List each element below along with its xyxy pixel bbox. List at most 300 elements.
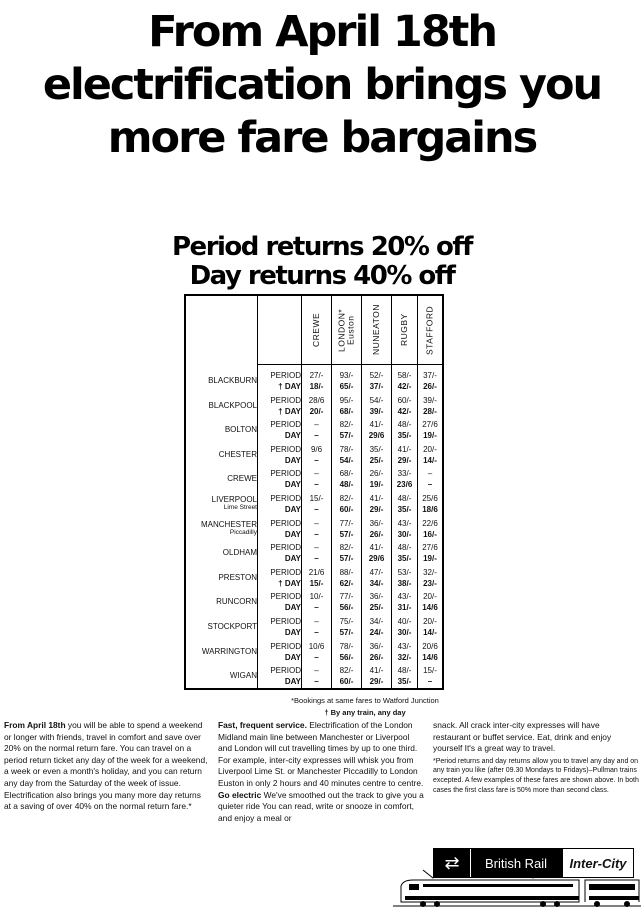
fare-type-period: PERIOD [270, 395, 301, 405]
body-col2-text: Electrification of the London Midland main line between Manchester or Liverpool and London will cut travelling times by up to one third. For example, inter-city expresses will whisk you from Liverpool Lime St. or Manchester Piccadilly to London Euston in only 2 hours and 40 minutes centre to centre. [218, 720, 424, 788]
day-fare: 29/6 [368, 554, 385, 564]
station-label: RUNCORN [216, 597, 257, 607]
period-fare: 41/- [397, 444, 412, 454]
station-name [186, 368, 257, 394]
fare-cell [302, 442, 331, 468]
period-fare: – [314, 543, 319, 553]
table-row [186, 614, 442, 640]
day-fare: 57/- [339, 529, 354, 539]
body-col3-text: snack. All crack inter-city expresses will have restaurant or buffet service. Eat, drink and enjoy yourself It's a great way to travel. [433, 720, 612, 754]
fare-type-day: DAY [284, 652, 301, 662]
day-fare: 38/- [397, 578, 412, 588]
fare-type-day: DAY [284, 677, 301, 687]
day-fare: 19/- [369, 480, 384, 490]
period-fare: 36/- [369, 592, 384, 602]
station-name [186, 442, 257, 468]
column-header: RUGBY [399, 313, 409, 347]
body-column-3 [433, 720, 639, 795]
fare-cell [362, 516, 391, 542]
station-sublabel: Piccadilly [229, 528, 257, 536]
fare-cell [332, 442, 361, 468]
period-fare: 48/- [397, 420, 412, 430]
period-fare: 28/6 [308, 395, 325, 405]
period-fare: 43/- [397, 518, 412, 528]
day-fare: 29/- [397, 455, 412, 465]
fare-cell [418, 639, 442, 665]
period-fare: 82/- [339, 543, 354, 553]
period-fare: 78/- [339, 444, 354, 454]
fare-type-period: PERIOD [270, 592, 301, 602]
day-fare: 29/- [369, 505, 384, 514]
day-fare: 56/- [339, 652, 354, 662]
period-fare: 43/- [397, 592, 412, 602]
station-label: OLDHAM [222, 548, 257, 558]
period-fare: – [314, 518, 319, 528]
headline [0, 6, 644, 165]
period-fare: 34/- [369, 617, 384, 626]
period-fare: 26/- [369, 469, 384, 479]
body-column-2 [218, 720, 424, 824]
fare-cell [332, 417, 361, 443]
period-fare: 41/- [369, 543, 384, 553]
day-fare: 42/- [397, 382, 412, 391]
table-row [186, 466, 442, 492]
fare-type [261, 614, 301, 640]
fare-cell [418, 589, 442, 615]
fare-type [261, 393, 301, 419]
fare-type-day: DAY [284, 455, 301, 465]
fare-cell [332, 466, 361, 492]
headline-line-2: electrification brings you [42, 60, 602, 110]
day-fare: 60/- [339, 505, 354, 514]
day-fare: 48/- [339, 480, 354, 490]
column-header: STAFFORD [424, 305, 435, 355]
station-name [186, 516, 257, 542]
station-name [186, 466, 257, 492]
fare-cell [418, 417, 442, 443]
fare-cell [302, 565, 331, 591]
table-row [186, 540, 442, 566]
station-name [186, 589, 257, 615]
period-fare: 88/- [339, 567, 354, 577]
period-fare: 52/- [369, 371, 384, 380]
fare-cell [332, 565, 361, 591]
fare-cell [302, 368, 331, 394]
day-fare: 35/- [397, 677, 412, 687]
period-fare: 77/- [339, 592, 354, 602]
fare-cell [392, 663, 417, 689]
period-fare: 41/- [369, 494, 384, 503]
fare-type-period: PERIOD [270, 666, 301, 676]
table-row [186, 442, 442, 468]
fare-cell [362, 614, 391, 640]
fare-cell [392, 614, 417, 640]
period-fare: 53/- [397, 567, 412, 577]
fare-type-period: PERIOD [270, 518, 301, 528]
period-fare: 20/- [423, 617, 437, 626]
day-fare: 30/- [397, 529, 412, 539]
fare-cell [418, 663, 442, 689]
footnote-bookings: *Bookings at same fares to Watford Junction [291, 696, 439, 705]
day-fare: – [314, 505, 319, 514]
day-fare: 14/- [423, 628, 437, 637]
day-fare: 32/- [397, 652, 412, 662]
fare-cell [392, 491, 417, 517]
fare-type-period: PERIOD [270, 567, 301, 577]
day-fare: 35/- [397, 431, 412, 441]
fare-type [261, 565, 301, 591]
fare-type [261, 663, 301, 689]
period-fare: 20/- [423, 592, 437, 602]
day-fare: 62/- [339, 578, 354, 588]
fare-cell [392, 639, 417, 665]
fare-cell [418, 565, 442, 591]
period-fare: 82/- [339, 420, 354, 430]
body-col2-text-2: We've smoothed out the track to give you a quieter ride You can read, write or snooze in comfort, and enjoy a meal or [218, 789, 424, 823]
period-fare: 15/- [309, 494, 324, 503]
fare-cell [418, 540, 442, 566]
day-fare: 14/6 [422, 603, 438, 613]
fare-cell [302, 589, 331, 615]
fare-type-day: DAY [284, 431, 301, 441]
table-header-divider [257, 364, 442, 365]
station-label: BLACKBURN [208, 376, 257, 385]
station-label: LIVERPOOL [211, 495, 257, 504]
table-row [186, 393, 442, 419]
day-fare: 19/- [423, 554, 437, 564]
fare-cell [392, 565, 417, 591]
fare-cell [332, 663, 361, 689]
fare-cell [332, 589, 361, 615]
period-fare: 82/- [339, 494, 354, 503]
fare-cell [332, 516, 361, 542]
table-row [186, 663, 442, 689]
fare-cell [302, 663, 331, 689]
fare-type-period: PERIOD [270, 641, 301, 651]
fare-cell [362, 589, 391, 615]
day-fare: 34/- [369, 578, 384, 588]
period-fare: 9/6 [310, 444, 323, 454]
fare-type-period: PERIOD [270, 543, 301, 553]
table-row [186, 589, 442, 615]
period-fare: 37/- [423, 371, 437, 380]
fare-cell [418, 393, 442, 419]
fare-cell [302, 417, 331, 443]
fare-cell [302, 393, 331, 419]
station-name [186, 663, 257, 689]
period-fare: – [427, 469, 433, 479]
table-row [186, 565, 442, 591]
fare-cell [362, 368, 391, 394]
fare-type-day: † DAY [278, 382, 301, 391]
station-label: WARRINGTON [201, 646, 257, 656]
day-fare: 26/- [423, 382, 437, 391]
fare-type-day: DAY [284, 480, 301, 490]
day-fare: 14/6 [422, 652, 438, 662]
day-fare: – [314, 480, 319, 490]
fare-type [261, 466, 301, 492]
period-fare: 75/- [339, 617, 354, 626]
fare-type-day: † DAY [278, 406, 301, 416]
fare-cell [302, 516, 331, 542]
fare-type [261, 368, 301, 394]
table-row [186, 516, 442, 542]
fare-cell [392, 393, 417, 419]
period-fare: 27/6 [422, 543, 438, 553]
station-name [186, 540, 257, 566]
period-fare: 48/- [397, 666, 412, 676]
fare-cell [362, 417, 391, 443]
day-fare: 28/- [423, 406, 437, 416]
fare-cell [392, 417, 417, 443]
station-label: MANCHESTER [200, 519, 257, 529]
fare-type [261, 589, 301, 615]
fare-cell [302, 491, 331, 517]
fare-type-day: DAY [284, 554, 301, 564]
fare-type [261, 491, 301, 517]
period-fare: 21/6 [308, 567, 325, 577]
subhead-line-1: Period returns 20% off [172, 232, 472, 262]
body-column-1 [4, 720, 209, 813]
station-name [186, 393, 257, 419]
period-fare: 36/- [369, 641, 384, 651]
fare-cell [392, 516, 417, 542]
electric-train-illustration [393, 866, 641, 914]
period-fare: 43/- [397, 641, 412, 651]
fare-cell [392, 540, 417, 566]
day-fare: 35/- [397, 505, 412, 514]
day-fare: 25/- [369, 455, 384, 465]
fare-cell [332, 393, 361, 419]
day-fare: 68/- [339, 406, 354, 416]
day-fare: 60/- [339, 677, 354, 687]
footnote-any-train: † By any train, any day [324, 708, 406, 717]
fare-cell [332, 540, 361, 566]
headline-line-3: more fare bargains [107, 113, 537, 163]
inter-city-name: Inter-City [561, 849, 633, 877]
fare-cell [302, 639, 331, 665]
fare-cell [418, 491, 442, 517]
period-fare: 32/- [423, 567, 437, 577]
day-fare: 65/- [339, 382, 354, 391]
day-fare: 19/- [423, 431, 437, 441]
fare-type-day: DAY [284, 529, 301, 539]
fare-type [261, 417, 301, 443]
fare-type-day: DAY [284, 603, 301, 613]
body-col1-text: you will be able to spend a weekend or longer with friends, travel in comfort and save over 20% on the normal return fare. You can travel on a period return ticket any day of the week for a weekend, a week or even a month's holiday, and you can return any day from the Saturday of the week of issue. Electrification also brings you many more day returns at a saving of over 40% on the normal return fare.* [4, 720, 208, 812]
fare-type-period: PERIOD [270, 617, 301, 626]
station-name [186, 491, 257, 517]
fare-cell [302, 540, 331, 566]
fare-type-period: PERIOD [270, 420, 301, 430]
fare-cell [362, 491, 391, 517]
period-fare: 77/- [339, 518, 354, 528]
period-fare: 22/6 [422, 518, 438, 528]
column-header: LONDON* Euston [336, 308, 356, 352]
period-fare: 39/- [423, 395, 437, 405]
station-label: BLACKPOOL [208, 400, 257, 410]
fare-cell [418, 466, 442, 492]
fare-cell [302, 466, 331, 492]
period-fare: 40/- [397, 617, 412, 626]
day-fare: 15/- [309, 578, 324, 588]
period-fare: 27/6 [422, 420, 438, 430]
day-fare: – [314, 431, 319, 441]
subhead-line-2: Day returns 40% off [189, 261, 455, 291]
day-fare: 29/- [369, 677, 384, 687]
day-fare: 18/- [309, 382, 324, 391]
table-row [186, 368, 442, 394]
column-header: CREWE [311, 312, 321, 348]
fare-type-period: PERIOD [270, 371, 301, 380]
day-fare: 18/6 [422, 505, 438, 514]
fare-type-period: PERIOD [270, 494, 301, 503]
body-col3-note: *Period returns and day returns allow you to travel any day and on any train you like (after 09.30 Mondays to Fridays)–Pullman trains excepted. A few examples of these fares are shown above. In both cases the first class fare is 50% more than second class. [433, 757, 639, 794]
period-fare: 60/- [397, 395, 412, 405]
station-label: CHESTER [218, 449, 257, 459]
fare-cell [418, 516, 442, 542]
period-fare: 48/- [397, 543, 412, 553]
headline-line-1: From April 18th [148, 7, 496, 57]
british-rail-name: British Rail [470, 849, 561, 877]
double-arrow-icon: ⇄ [434, 849, 470, 877]
day-fare: 42/- [397, 406, 412, 416]
period-fare: 68/- [339, 469, 354, 479]
table-row [186, 639, 442, 665]
fare-type-period: PERIOD [270, 469, 301, 479]
body-col2-lead: Fast, frequent service. [218, 720, 307, 730]
day-fare: 57/- [339, 554, 354, 564]
period-fare: – [314, 617, 319, 626]
day-fare: – [314, 554, 319, 564]
station-label: PRESTON [218, 572, 257, 582]
day-fare: 29/6 [368, 431, 385, 441]
day-fare: 54/- [339, 455, 354, 465]
fare-cell [392, 466, 417, 492]
day-fare: – [427, 677, 433, 687]
day-fare: 57/- [339, 431, 354, 441]
station-label: WIGAN [229, 671, 257, 681]
period-fare: 47/- [369, 567, 384, 577]
period-fare: 82/- [339, 666, 354, 676]
fare-type [261, 540, 301, 566]
fare-cell [362, 663, 391, 689]
fare-type-period: PERIOD [270, 444, 301, 454]
fare-cell [362, 466, 391, 492]
station-label: STOCKPORT [207, 622, 257, 631]
period-fare: 35/- [369, 444, 384, 454]
station-label: BOLTON [224, 425, 257, 435]
day-fare: 20/- [309, 406, 324, 416]
day-fare: – [427, 480, 433, 490]
table-row [186, 491, 442, 517]
period-fare: 10/6 [308, 641, 325, 651]
period-fare: 20/6 [422, 641, 438, 651]
fare-cell [392, 589, 417, 615]
fare-cell [302, 614, 331, 640]
station-label: CREWE [227, 474, 257, 484]
fare-cell [332, 639, 361, 665]
day-fare: 35/- [397, 554, 412, 564]
period-fare: 27/- [309, 371, 324, 380]
column-header: NUNEATON [371, 304, 381, 356]
body-col1-lead: From April 18th [4, 720, 66, 730]
fare-type [261, 442, 301, 468]
fare-cell [362, 540, 391, 566]
day-fare: 26/- [369, 529, 384, 539]
station-name [186, 565, 257, 591]
fare-cell [392, 442, 417, 468]
fare-type-day: DAY [284, 505, 301, 514]
day-fare: – [314, 652, 319, 662]
period-fare: 78/- [339, 641, 354, 651]
day-fare: 31/- [397, 603, 412, 613]
period-fare: – [314, 666, 319, 676]
fare-cell [418, 368, 442, 394]
day-fare: 23/- [423, 578, 437, 588]
day-fare: 57/- [339, 628, 354, 637]
station-name [186, 614, 257, 640]
day-fare: 39/- [369, 406, 384, 416]
period-fare: 10/- [309, 592, 324, 602]
day-fare: 25/- [369, 603, 384, 613]
period-fare: 54/- [369, 395, 384, 405]
fare-type-day: DAY [284, 628, 301, 637]
station-sublabel: Lime Street [223, 504, 257, 511]
day-fare: 30/- [397, 628, 412, 637]
fare-cell [418, 442, 442, 468]
period-fare: – [314, 420, 319, 430]
period-fare: – [314, 469, 319, 479]
day-fare: – [314, 603, 319, 613]
period-fare: 41/- [369, 420, 384, 430]
day-fare: 23/6 [396, 480, 413, 490]
day-fare: 16/- [423, 529, 437, 539]
period-fare: 93/- [339, 371, 354, 380]
period-fare: 41/- [369, 666, 384, 676]
fare-cell [332, 368, 361, 394]
fare-cell [362, 639, 391, 665]
body-col2-lead-2: Go electric [218, 789, 262, 800]
station-name [186, 417, 257, 443]
day-fare: 37/- [369, 382, 384, 391]
day-fare: – [314, 628, 319, 637]
fare-cell [332, 614, 361, 640]
day-fare: 26/- [369, 652, 384, 662]
day-fare: – [314, 529, 319, 539]
fare-cell [362, 442, 391, 468]
fare-cell [418, 614, 442, 640]
day-fare: – [314, 677, 319, 687]
fare-type [261, 516, 301, 542]
fare-cell [362, 565, 391, 591]
day-fare: 14/- [423, 455, 437, 465]
period-fare: 33/- [397, 469, 412, 479]
day-fare: 24/- [369, 628, 384, 637]
table-row [186, 417, 442, 443]
fare-type-day: † DAY [278, 578, 301, 588]
fare-cell [392, 368, 417, 394]
period-fare: 20/- [423, 444, 437, 454]
period-fare: 95/- [339, 395, 354, 405]
fare-cell [332, 491, 361, 517]
period-fare: 15/- [423, 666, 437, 676]
fares-table [184, 294, 444, 690]
period-fare: 58/- [397, 371, 412, 380]
fare-type [261, 639, 301, 665]
period-fare: 48/- [397, 494, 412, 503]
fare-cell [362, 393, 391, 419]
